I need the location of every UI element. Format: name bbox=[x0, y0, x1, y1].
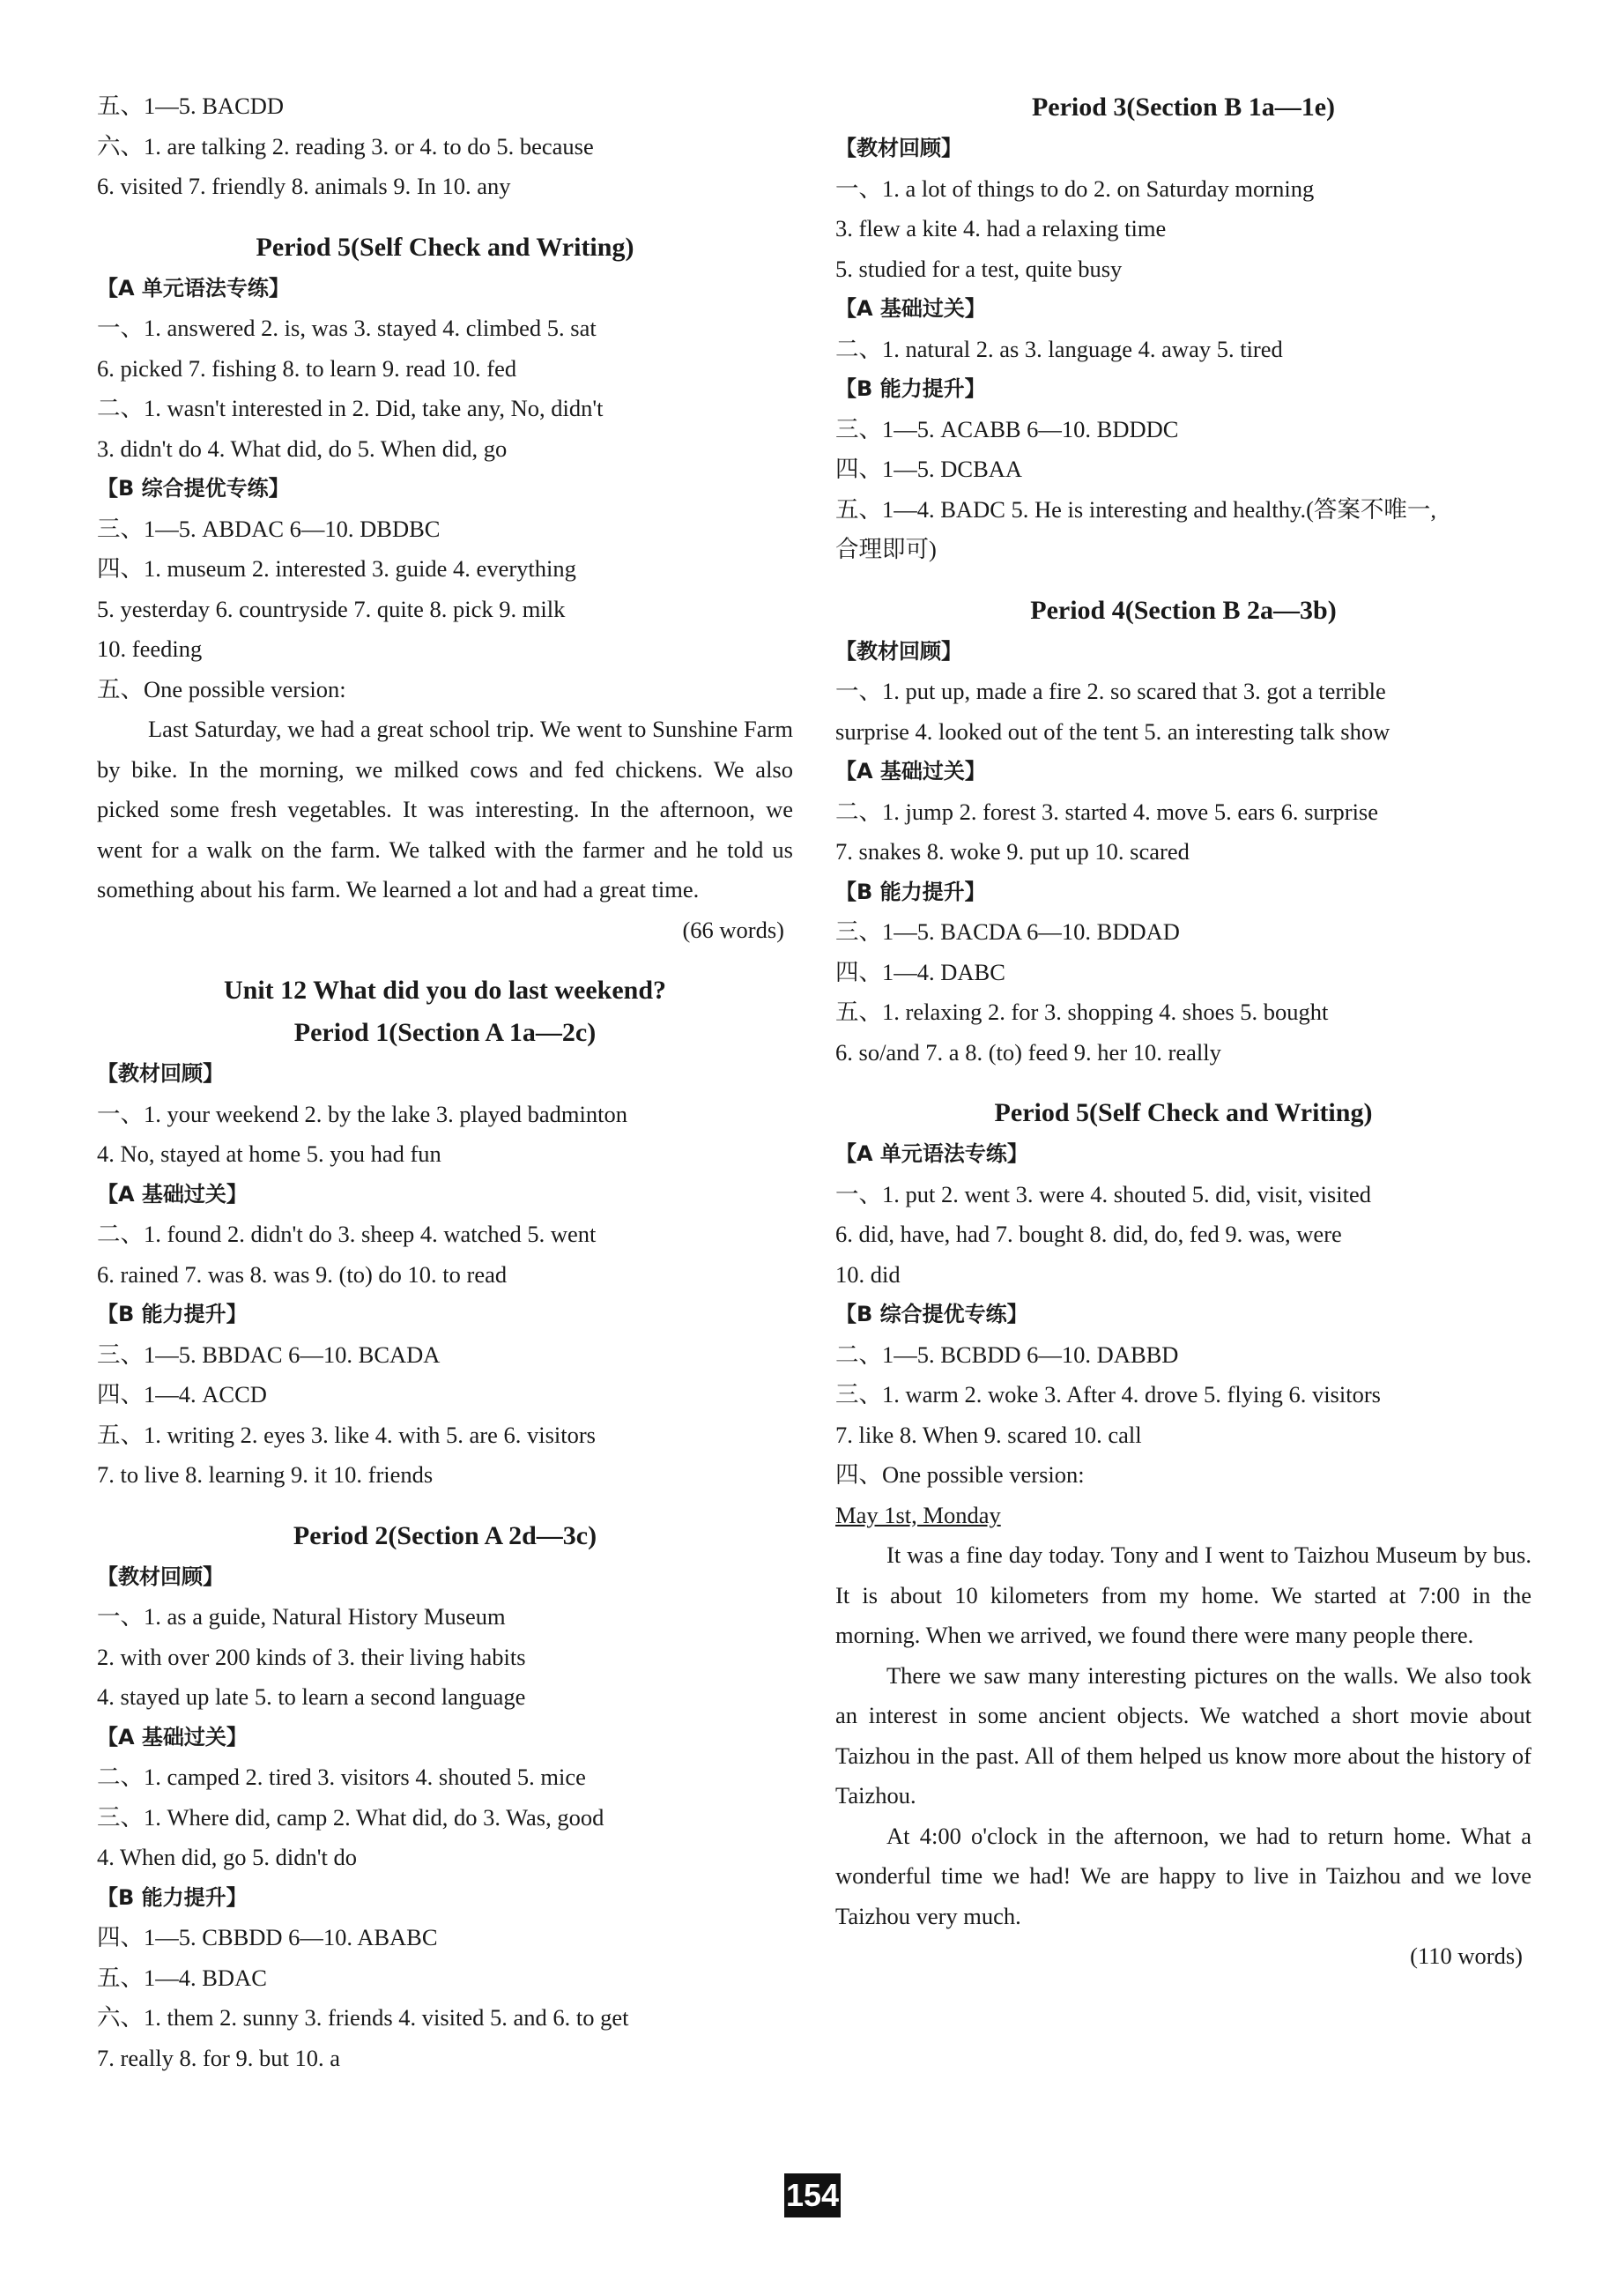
answer-line: 5. studied for a test, quite busy bbox=[835, 255, 1123, 282]
spacer bbox=[97, 950, 793, 969]
section-heading: Period 3(Section B 1a—1e) bbox=[1031, 93, 1336, 122]
answer-line: 五、One possible version: bbox=[97, 675, 346, 702]
answer-line: 3. flew a kite 4. had a relaxing time bbox=[835, 215, 1167, 241]
section-heading: Period 1(Section A 1a—2c) bbox=[293, 1018, 597, 1047]
essay-date: May 1st, Monday bbox=[835, 1501, 1001, 1528]
answer-line: 7. really 8. for 9. but 10. a bbox=[97, 2044, 340, 2071]
subsection-label: 【B 能力提升】 bbox=[97, 1884, 248, 1910]
answer-line: 四、1—4. ACCD bbox=[97, 1381, 267, 1408]
answer-line: 四、1—5. DCBAA bbox=[835, 456, 1023, 482]
section-heading: Period 5(Self Check and Writing) bbox=[256, 232, 634, 262]
answer-line: 一、1. put up, made a fire 2. so scared that 3. got a terrible bbox=[835, 678, 1386, 704]
subsection-label: 【教材回顾】 bbox=[97, 1564, 224, 1589]
answer-line: 二、1. wasn't interested in 2. Did, take any, No, didn't bbox=[97, 395, 604, 421]
answer-line: 6. did, have, had 7. bought 8. did, do, fed 9. was, were bbox=[835, 1221, 1342, 1247]
answer-line: 4. No, stayed at home 5. you had fun bbox=[97, 1140, 441, 1167]
spacer bbox=[835, 570, 1531, 590]
answer-line: 7. like 8. When 9. scared 10. call bbox=[835, 1421, 1142, 1448]
subsection-label: 【A 基础过关】 bbox=[97, 1181, 248, 1207]
answer-line: 4. When did, go 5. didn't do bbox=[97, 1844, 358, 1870]
subsection-label: 【A 基础过关】 bbox=[97, 1724, 248, 1749]
answer-line: 五、1. writing 2. eyes 3. like 4. with 5. are 6. visitors bbox=[97, 1421, 596, 1448]
spacer bbox=[97, 1496, 793, 1515]
answer-line: 四、1—5. CBBDD 6—10. ABABC bbox=[97, 1924, 438, 1950]
answer-line: 四、1. museum 2. interested 3. guide 4. everything bbox=[97, 555, 576, 582]
subsection-label: 【B 能力提升】 bbox=[97, 1302, 248, 1326]
essay-paragraph: There we saw many interesting pictures on the walls. We also took an interest in some ancient objects. We watched a short movie about Taizhou in the past. All of them helped us know more about the history of Taizhou. bbox=[835, 1661, 1531, 1809]
answer-line: 二、1. natural 2. as 3. language 4. away 5. tired bbox=[835, 335, 1283, 362]
subsection-label: 【教材回顾】 bbox=[97, 1061, 224, 1086]
subsection-label: 【A 单元语法专练】 bbox=[97, 275, 290, 301]
subsection-label: 【A 基础过关】 bbox=[835, 296, 986, 321]
answer-line: 五、1. relaxing 2. for 3. shopping 4. shoes 5. bought bbox=[835, 999, 1329, 1025]
subsection-label: 【B 综合提优专练】 bbox=[835, 1302, 1028, 1326]
answer-line: 三、1—5. ABDAC 6—10. DBDBC bbox=[97, 515, 441, 542]
answer-line: 二、1—5. BCBDD 6—10. DABBD bbox=[835, 1341, 1179, 1368]
answer-line: 5. yesterday 6. countryside 7. quite 8. pick 9. milk bbox=[97, 595, 566, 622]
answer-line: 7. snakes 8. woke 9. put up 10. scared bbox=[835, 838, 1190, 865]
answer-line: 四、1—4. DABC bbox=[835, 958, 1005, 985]
answer-line: 四、One possible version: bbox=[835, 1461, 1085, 1488]
right-column bbox=[835, 86, 1531, 1977]
answer-line: 三、1—5. BBDAC 6—10. BCADA bbox=[97, 1341, 441, 1368]
answer-line: 一、1. answered 2. is, was 3. stayed 4. climbed 5. sat bbox=[97, 315, 597, 341]
answer-line: 一、1. put 2. went 3. were 4. shouted 5. did, visit, visited bbox=[835, 1180, 1371, 1207]
left-column bbox=[97, 86, 793, 2078]
answer-line: 二、1. camped 2. tired 3. visitors 4. shouted 5. mice bbox=[97, 1764, 586, 1790]
answer-line: 二、1. jump 2. forest 3. started 4. move 5. ears 6. surprise bbox=[835, 798, 1379, 825]
subsection-label: 【B 综合提优专练】 bbox=[97, 476, 290, 501]
answer-line: 7. to live 8. learning 9. it 10. friends bbox=[97, 1461, 434, 1488]
answer-line: 3. didn't do 4. What did, do 5. When did, go bbox=[97, 435, 508, 462]
answer-line: 10. feeding bbox=[97, 635, 203, 662]
subsection-label: 【A 基础过关】 bbox=[835, 759, 986, 784]
answer-line: 三、1. Where did, camp 2. What did, do 3. Was, good bbox=[97, 1803, 604, 1831]
subsection-label: 【B 能力提升】 bbox=[835, 879, 986, 904]
subsection-label: 【教材回顾】 bbox=[835, 136, 962, 160]
answer-line: 五、1—4. BDAC bbox=[97, 1964, 267, 1991]
section-heading: Unit 12 What did you do last weekend? bbox=[223, 976, 667, 1005]
essay-paragraph: It was a fine day today. Tony and I went to Taizhou Museum by bus. It is about 10 kilometers from my home. We started at 7:00 in the morning. When we arrived, we found there were many people there. bbox=[835, 1541, 1531, 1648]
answer-line: 6. rained 7. was 8. was 9. (to) do 10. to read bbox=[97, 1260, 508, 1288]
answer-line: 一、1. as a guide, Natural History Museum bbox=[97, 1603, 506, 1630]
subsection-label: 【A 单元语法专练】 bbox=[835, 1141, 1028, 1166]
answer-line: 6. visited 7. friendly 8. animals 9. In 10. any bbox=[97, 173, 511, 199]
spacer bbox=[97, 207, 793, 227]
subsection-label: 【B 能力提升】 bbox=[835, 376, 986, 401]
essay-paragraph: At 4:00 o'clock in the afternoon, we had to return home. What a wonderful time we had! We are happy to live in Taizhou and we love Taizhou very much. bbox=[835, 1822, 1531, 1929]
answer-line: 六、1. are talking 2. reading 3. or 4. to do 5. because bbox=[97, 132, 594, 160]
section-heading: Period 4(Section B 2a—3b) bbox=[1030, 595, 1337, 625]
answer-line: 6. picked 7. fishing 8. to learn 9. read 10. fed bbox=[97, 354, 517, 382]
word-count: (110 words) bbox=[1410, 1942, 1523, 1969]
answer-line: 六、1. them 2. sunny 3. friends 4. visited 5. and 6. to get bbox=[97, 2004, 629, 2031]
answer-line: 10. did bbox=[835, 1260, 901, 1288]
answer-line: 6. so/and 7. a 8. (to) feed 9. her 10. really bbox=[835, 1038, 1221, 1066]
section-heading: Period 5(Self Check and Writing) bbox=[994, 1098, 1373, 1127]
spacer bbox=[835, 1073, 1531, 1092]
answer-line: 合理即可) bbox=[835, 536, 937, 562]
word-count: (66 words) bbox=[682, 916, 784, 943]
answer-line: 二、1. found 2. didn't do 3. sheep 4. watched 5. went bbox=[97, 1221, 597, 1247]
answer-line: 三、1—5. BACDA 6—10. BDDAD bbox=[835, 918, 1180, 945]
answer-line: 五、1—5. BACDD bbox=[97, 93, 285, 119]
page-number: 154 bbox=[784, 2173, 841, 2217]
answer-line: 一、1. a lot of things to do 2. on Saturday morning bbox=[835, 175, 1315, 202]
answer-line: 五、1—4. BADC 5. He is interesting and healthy.(答案不唯一, bbox=[835, 495, 1437, 523]
answer-line: 2. with over 200 kinds of 3. their living habits bbox=[97, 1643, 526, 1670]
answer-line: 4. stayed up late 5. to learn a second language bbox=[97, 1683, 526, 1710]
essay-paragraph: Last Saturday, we had a great school trip. We went to Sunshine Farm by bike. In the morning, we milked cows and fed chickens. We also picked some fresh vegetables. It was interesting. In the afternoon, we went for a walk on the farm. We talked with the farmer and he told us something about his farm. We learned a lot and had a great time. bbox=[97, 716, 793, 903]
answer-line: 三、1. warm 2. woke 3. After 4. drove 5. flying 6. visitors bbox=[835, 1381, 1381, 1408]
answer-line: surprise 4. looked out of the tent 5. an interesting talk show bbox=[835, 717, 1390, 745]
subsection-label: 【教材回顾】 bbox=[835, 638, 962, 664]
section-heading: Period 2(Section A 2d—3c) bbox=[293, 1520, 597, 1550]
answer-line: 一、1. your weekend 2. by the lake 3. played badminton bbox=[97, 1100, 627, 1127]
answer-line: 三、1—5. ACABB 6—10. BDDDC bbox=[835, 415, 1179, 442]
